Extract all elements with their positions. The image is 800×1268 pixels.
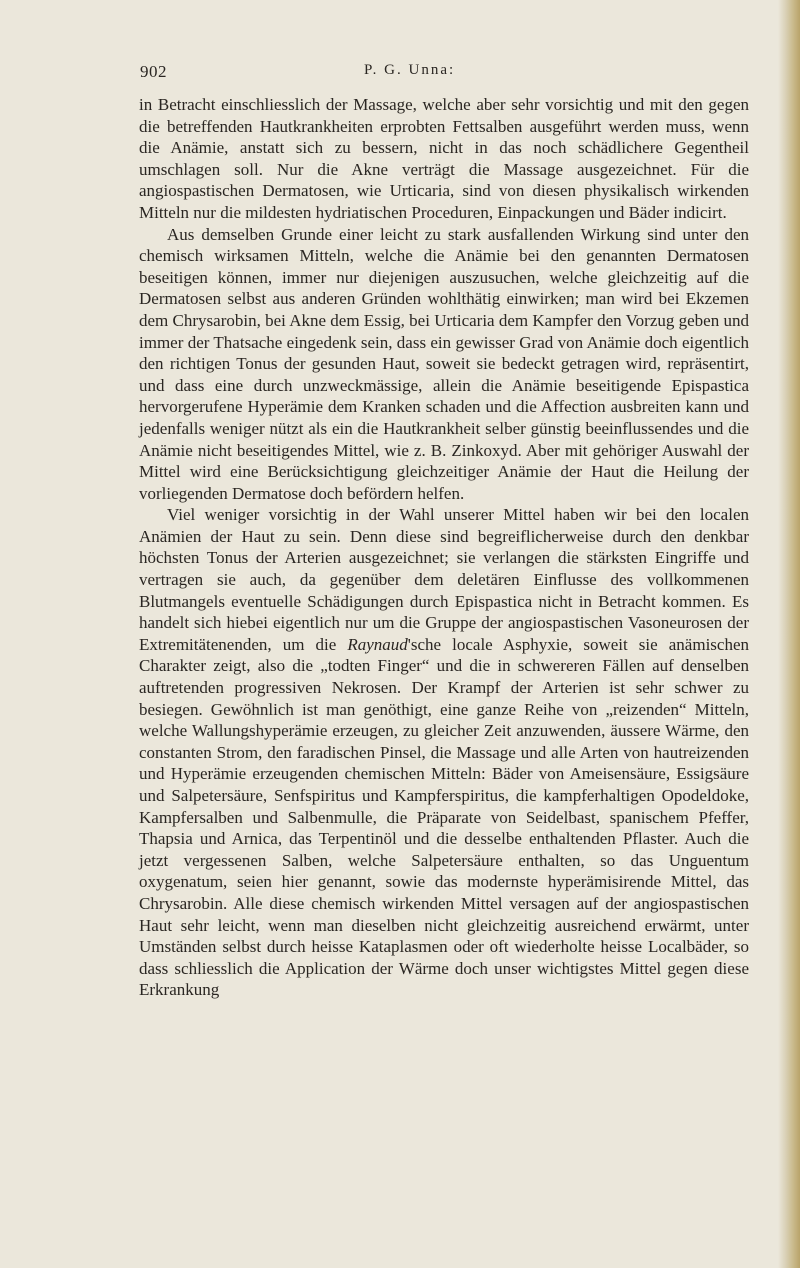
paragraph-3-part-1: Viel weniger vorsichtig in der Wahl unserer Mittel haben wir bei den localen Anämien der Haut zu sein. Denn diese sind begreiflicherweise durch den denkbar höchsten Tonus der Arterien ausgezeichnet; sie verlangen die stärksten Eingriffe und vertragen sie auch, da gegenüber dem deletären Einflusse des vollkommenen Blutmangels eventuelle Schädigungen durch Epispastica nicht in Betracht kommen. Es handelt sich hiebei eigentlich nur um die Gruppe der angiospastischen Vasoneurosen der Extremitätenenden, um die <box>139 505 749 654</box>
italic-name-raynaud: Raynaud <box>347 634 408 654</box>
page-number: 902 <box>140 62 167 81</box>
paragraph-2: Aus demselben Grunde einer leicht zu stark ausfallenden Wirkung sind unter den chemisch wirksamen Mitteln, welche die Anämie bei den genannten Dermatosen beseitigen können, immer nur diejenigen auszusuchen, welche gleichzeitig auf die Dermatosen selbst aus anderen Gründen wohlthätig einwirken; man wird bei Ekzemen dem Chrysarobin, bei Akne dem Essig, bei Urticaria dem Kampfer den Vorzug geben und immer der Thatsache eingedenk sein, dass ein gewisser Grad von Anämie doch eigentlich den richtigen Tonus der gesunden Haut, soweit sie bedeckt getragen wird, repräsentirt, und dass eine durch unzweckmässige, allein die Anämie beseitigende Epispastica hervorgerufene Hyperämie dem Kranken schaden und die Affection ausbreiten kann und jedenfalls weniger nützt als ein die Hautkrankheit selber günstig beeinflussendes und die Anämie nicht beseitigendes Mittel, wie z. B. Zinkoxyd. Aber mit gehöriger Auswahl der Mittel wird eine Berücksichtigung gleichzeitiger Anämie der Haut die Heilung der vorliegenden Dermatose doch befördern helfen. <box>139 224 749 503</box>
body-text <box>139 94 749 1001</box>
running-head: P. G. Unna: <box>364 62 456 78</box>
page-edge-shadow <box>778 0 800 1268</box>
page-header <box>140 62 730 86</box>
paragraph-1: in Betracht einschliesslich der Massage, welche aber sehr vorsichtig und mit den gegen die betreffenden Hautkrankheiten erprobten Fettsalben ausgeführt werden muss, wenn die Anämie, anstatt sich zu bessern, nicht in das noch schädlichere Gegentheil umschlagen soll. Nur die Akne verträgt die Massage ausgezeichnet. Für die angiospastischen Dermatosen, wie Urticaria, sind von diesen physikalisch wirkenden Mitteln nur die mildesten hydriatischen Proceduren, Einpackungen und Bäder indicirt. <box>139 95 749 222</box>
paragraph-3 <box>139 504 749 1001</box>
paragraph-3-part-2: 'sche locale Asphyxie, soweit sie anämischen Charakter zeigt, also die „todten Finger“ und die in schwereren Fällen auf denselben auftretenden progressiven Nekrosen. Der Krampf der Arterien ist sehr schwer zu besiegen. Gewöhnlich ist man genöthigt, eine ganze Reihe von „reizenden“ Mitteln, welche Wallungshyperämie erzeugen, zu gleicher Zeit anzuwenden, äussere Wärme, den constanten Strom, den faradischen Pinsel, die Massage und alle Arten von hautreizenden und Hyperämie erzeugenden chemischen Mitteln: Bäder von Ameisensäure, Essigsäure und Salpetersäure, Senfspiritus und Kampferspiritus, die kampferhaltigen Opodeldoke, Kampfersalben und Salbenmulle, die Präparate von Seidelbast, spanischem Pfeffer, Thapsia und Arnica, das Terpentinöl und die desselbe enthaltenden Pflaster. Auch die jetzt vergessenen Salben, welche Salpetersäure enthalten, so das Unguentum oxygenatum, seien hier genannt, sowie das modernste hyperämisirende Mittel, das Chrysarobin. Alle diese chemisch wirkenden Mittel versagen auf der angiospastischen Haut sehr leicht, wenn man dieselben nicht gleichzeitig ausreichend erwärmt, unter Umständen selbst durch heisse Kataplasmen oder oft wiederholte heisse Localbäder, so dass schliesslich die Application der Wärme doch unser wichtigstes Mittel gegen diese Erkrankung <box>139 634 749 1000</box>
